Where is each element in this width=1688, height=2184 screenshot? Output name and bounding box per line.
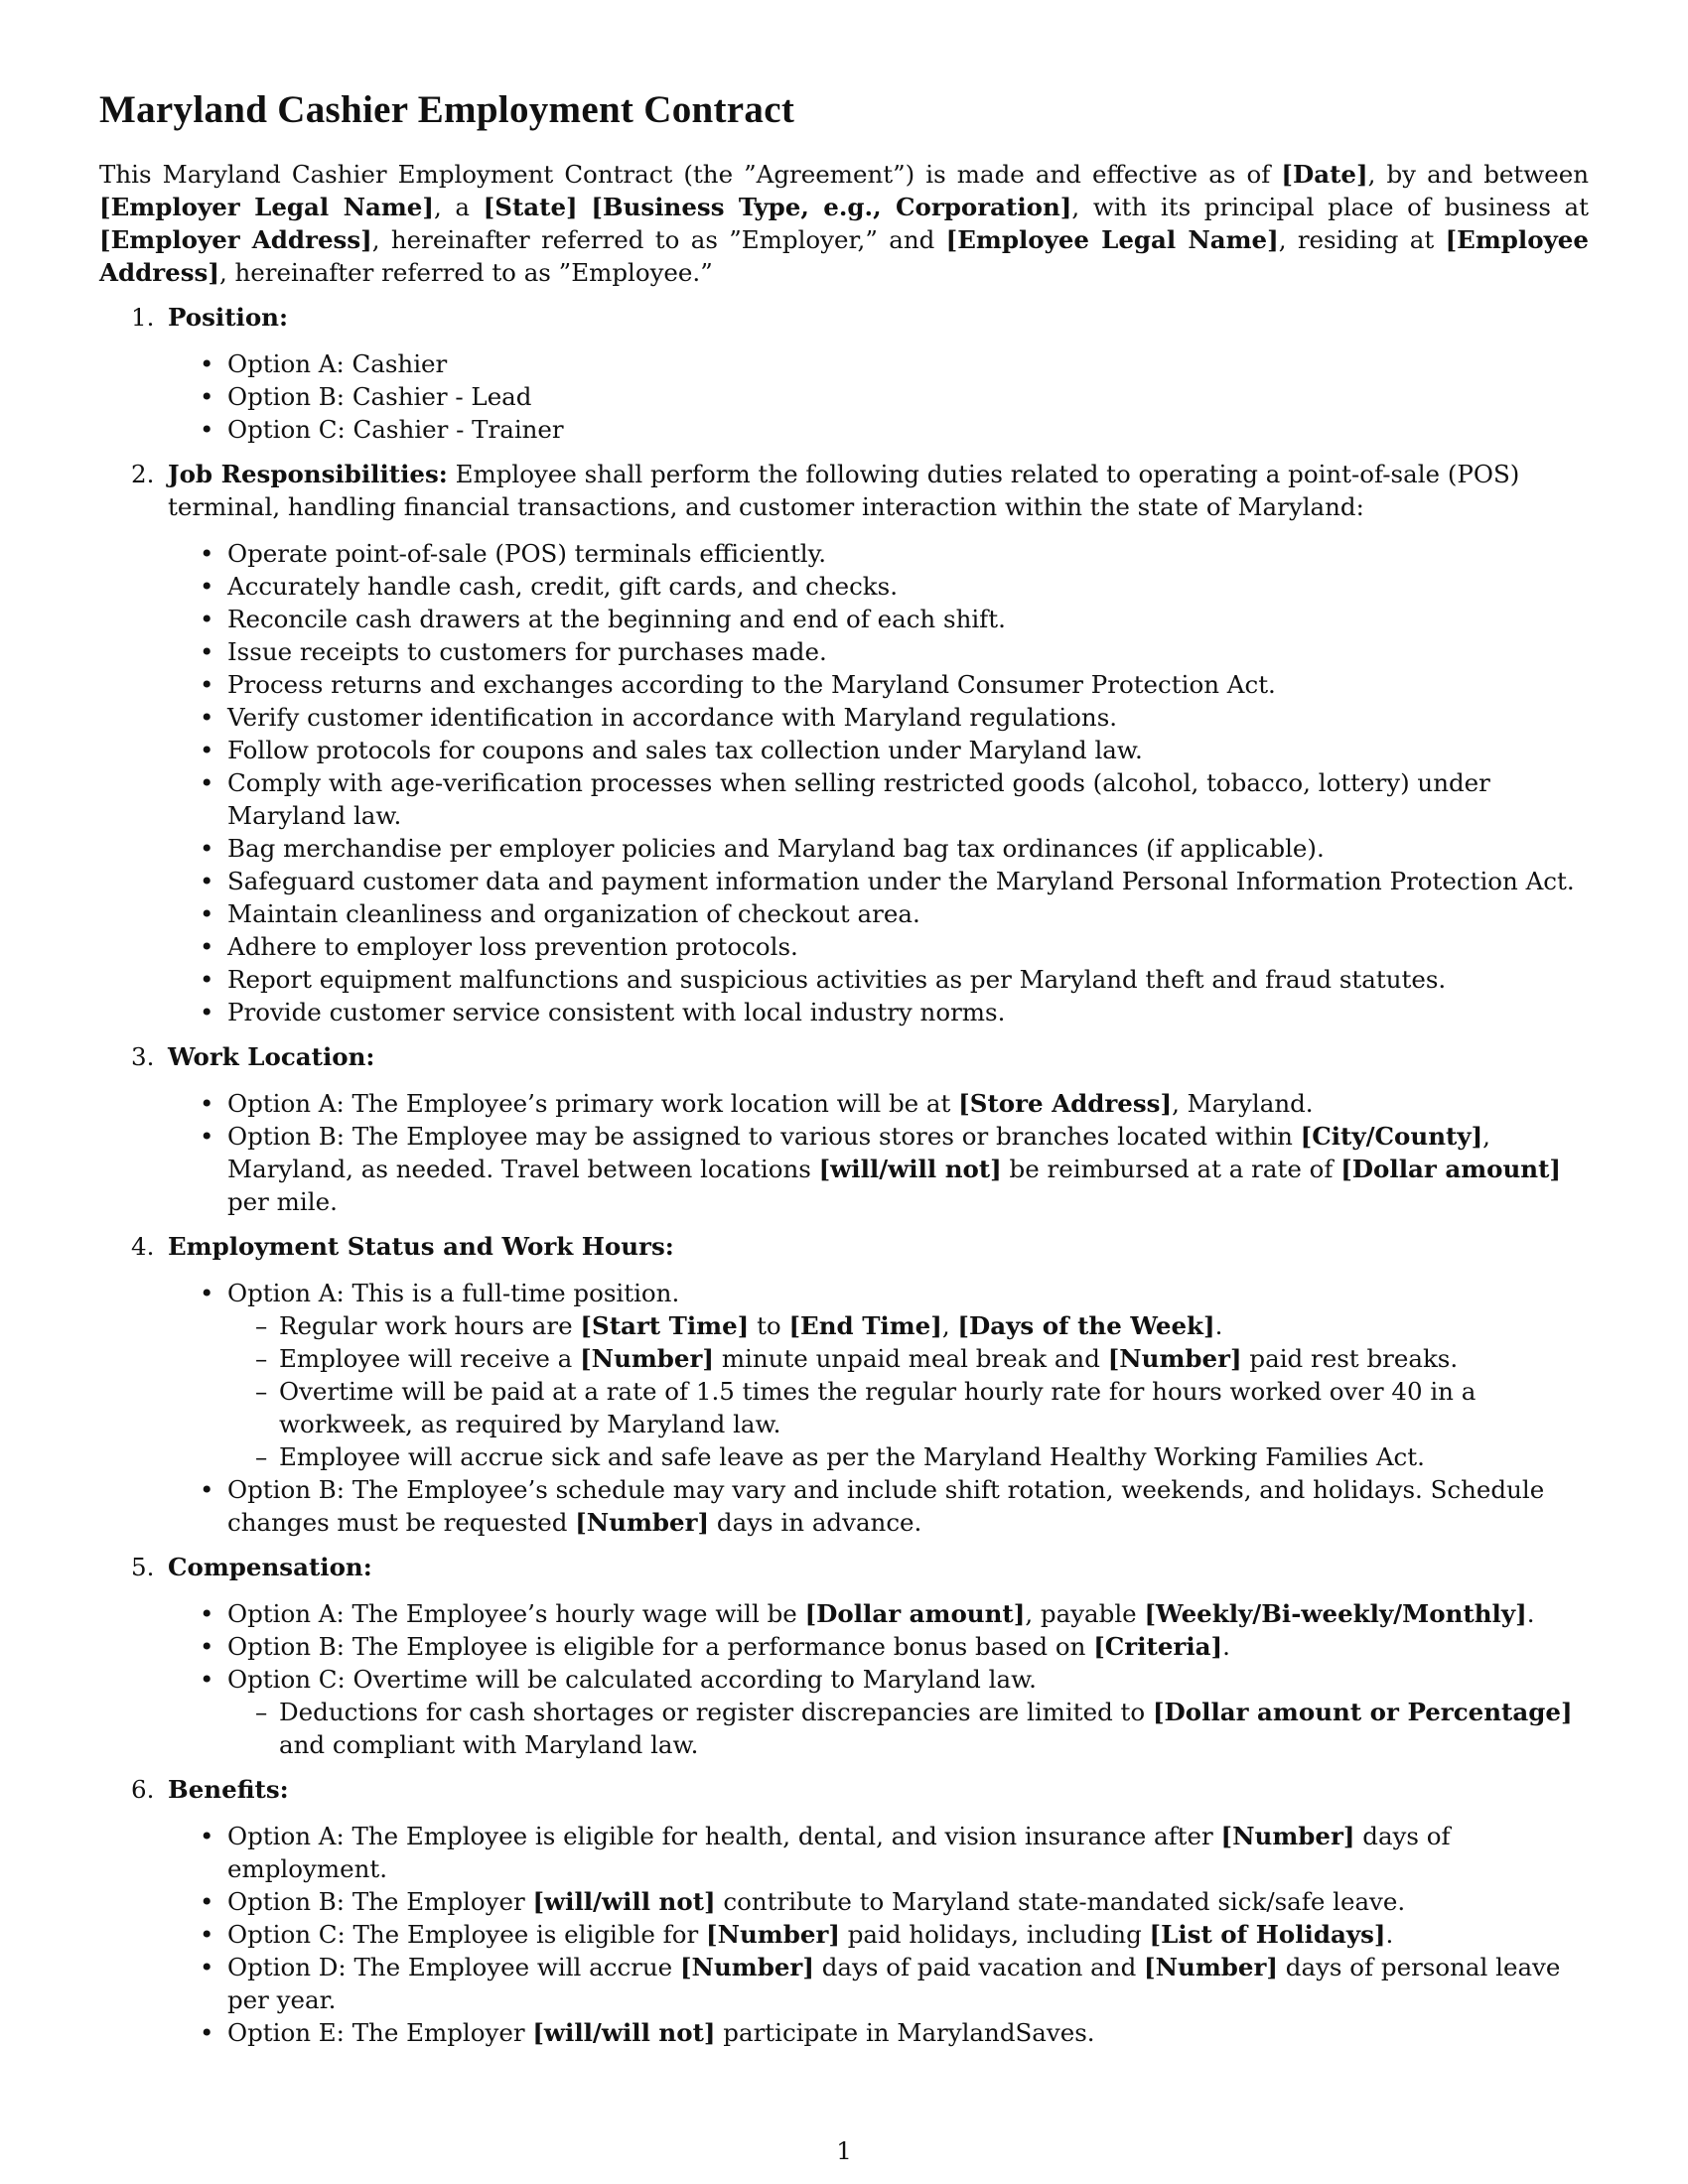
placeholder-field: [Number] — [575, 1508, 710, 1537]
placeholder-business-type: [Business Type, e.g., Corporation] — [591, 193, 1072, 221]
list-item: • Accurately handle cash, credit, gift cards, and checks. — [168, 570, 1589, 603]
option-text: days in advance. — [709, 1508, 922, 1537]
option-text: per mile. — [227, 1187, 338, 1216]
list-item: • Maintain cleanliness and organization of checkout area. — [168, 897, 1589, 930]
placeholder-employee-address: [Employee Address] — [99, 225, 1589, 287]
section-title: Benefits: — [168, 1775, 289, 1804]
section-number: 3. — [131, 1042, 155, 1071]
placeholder-field: [Store Address] — [958, 1089, 1173, 1118]
list-item: • Safeguard customer data and payment information under the Maryland Personal Information Protection Act. — [168, 865, 1589, 897]
sub-list-item: – Overtime will be paid at a rate of 1.5 times the regular hourly rate for hours worked over 40 in a workweek, as required by Maryland law. — [227, 1375, 1589, 1440]
placeholder-field: [Dollar amount or Percentage] — [1152, 1698, 1573, 1726]
page-number: 1 — [836, 2136, 852, 2165]
placeholder-employee-name: [Employee Legal Name] — [945, 225, 1279, 254]
section-employment-status — [99, 1230, 1589, 1539]
section-position — [99, 301, 1589, 446]
list-item — [168, 1630, 1589, 1663]
option-text: . — [1385, 1920, 1394, 1949]
list-item: • Process returns and exchanges according to the Maryland Consumer Protection Act. — [168, 668, 1589, 701]
placeholder-field: [Number] — [1144, 1953, 1278, 1981]
list-item — [168, 1120, 1589, 1218]
list-item — [168, 1277, 1589, 1473]
section-number: 2. — [131, 460, 155, 488]
contract-sections — [99, 301, 1589, 2049]
list-item — [168, 2016, 1589, 2049]
intro-text: , hereinafter referred to as ”Employer,” and — [371, 225, 946, 254]
option-text: Option B: The Employer — [227, 1887, 533, 1916]
list-item: • Follow protocols for coupons and sales tax collection under Maryland law. — [168, 734, 1589, 766]
option-text: Option A: This is a full-time position. — [227, 1279, 680, 1307]
compensation-options — [168, 1597, 1589, 1761]
intro-text: , residing at — [1278, 225, 1446, 254]
section-number: 6. — [131, 1775, 155, 1804]
option-text: participate in MarylandSaves. — [715, 2018, 1095, 2047]
intro-text: This Maryland Cashier Employment Contract (the ”Agreement”) is made and effective as of — [99, 160, 1282, 189]
placeholder-field: [Criteria] — [1093, 1632, 1223, 1661]
placeholder-field: [Number] — [1107, 1344, 1242, 1373]
placeholder-field: [End Time] — [788, 1311, 942, 1340]
placeholder-field: [Number] — [679, 1953, 814, 1981]
status-options — [168, 1277, 1589, 1539]
placeholder-field: [Number] — [1220, 1822, 1355, 1850]
option-text: . — [1214, 1311, 1223, 1340]
section-responsibilities — [99, 458, 1589, 1028]
option-text: . — [1222, 1632, 1230, 1661]
option-text: Option D: The Employee will accrue — [227, 1953, 680, 1981]
list-item: • Reconcile cash drawers at the beginning and end of each shift. — [168, 603, 1589, 635]
option-text: contribute to Maryland state-mandated sick/safe leave. — [715, 1887, 1406, 1916]
option-text: , Maryland. — [1172, 1089, 1314, 1118]
option-text: minute unpaid meal break and — [714, 1344, 1108, 1373]
sub-list — [227, 1696, 1589, 1761]
placeholder-field: [Dollar amount] — [1340, 1155, 1561, 1183]
position-options — [168, 347, 1589, 446]
document-page — [99, 87, 1589, 2061]
option-text: days of personal leave per year. — [227, 1953, 1561, 2014]
sub-list — [227, 1309, 1589, 1473]
section-number: 5. — [131, 1553, 155, 1581]
benefits-options — [168, 1820, 1589, 2049]
placeholder-state: [State] — [483, 193, 578, 221]
option-text: paid holidays, including — [839, 1920, 1150, 1949]
list-item: • Issue receipts to customers for purchases made. — [168, 635, 1589, 668]
option-text: . — [1526, 1599, 1535, 1628]
option-text: Option A: The Employee’s primary work location will be at — [227, 1089, 959, 1118]
list-item — [168, 1473, 1589, 1539]
placeholder-field: [will/will not] — [532, 1887, 716, 1916]
placeholder-field: [will/will not] — [532, 2018, 716, 2047]
option-text: , payable — [1025, 1599, 1145, 1628]
option-text: Regular work hours are — [279, 1311, 581, 1340]
list-item: • Bag merchandise per employer policies and Maryland bag tax ordinances (if applicable). — [168, 832, 1589, 865]
option-text: Option C: The Employee is eligible for — [227, 1920, 706, 1949]
placeholder-field: [List of Holidays] — [1149, 1920, 1386, 1949]
section-compensation — [99, 1551, 1589, 1761]
list-item — [168, 1663, 1589, 1761]
location-options — [168, 1087, 1589, 1218]
list-item — [168, 1087, 1589, 1120]
sub-list-item — [227, 1309, 1589, 1342]
list-item — [168, 1885, 1589, 1918]
intro-text: , with its principal place of business at — [1071, 193, 1589, 221]
option-text: Option B: The Employee may be assigned to various stores or branches located within — [227, 1122, 1301, 1151]
option-text: Deductions for cash shortages or register discrepancies are limited to — [279, 1698, 1153, 1726]
section-title: Job Responsibilities: — [168, 460, 448, 488]
placeholder-field: [will/will not] — [818, 1155, 1002, 1183]
list-item: • Option B: Cashier - Lead — [168, 380, 1589, 413]
intro-text: , by and between — [1367, 160, 1589, 189]
option-text: , — [941, 1311, 958, 1340]
document-title: Maryland Cashier Employment Contract — [99, 88, 795, 131]
option-text: and compliant with Maryland law. — [279, 1730, 699, 1759]
intro-paragraph — [99, 158, 1589, 289]
list-item — [168, 1951, 1589, 2016]
option-text: days of paid vacation and — [813, 1953, 1145, 1981]
placeholder-date: [Date] — [1281, 160, 1368, 189]
placeholder-employer-name: [Employer Legal Name] — [99, 193, 434, 221]
section-title: Employment Status and Work Hours: — [168, 1232, 674, 1261]
sub-list-item: – Employee will accrue sick and safe leave as per the Maryland Healthy Working Families Act. — [227, 1440, 1589, 1473]
section-work-location — [99, 1040, 1589, 1218]
intro-text: , hereinafter referred to as ”Employee.” — [218, 258, 713, 287]
option-text: days of employment. — [227, 1822, 1451, 1883]
placeholder-field: [Days of the Week] — [957, 1311, 1215, 1340]
placeholder-field: [Weekly/Bi-weekly/Monthly] — [1144, 1599, 1527, 1628]
intro-text — [578, 193, 592, 221]
option-text: , Maryland, as needed. Travel between locations — [227, 1122, 1490, 1183]
list-item — [168, 1918, 1589, 1951]
placeholder-field: [Dollar amount] — [804, 1599, 1026, 1628]
placeholder-field: [Number] — [706, 1920, 840, 1949]
option-text: paid rest breaks. — [1241, 1344, 1459, 1373]
section-number: 1. — [131, 303, 155, 332]
list-item: • Option C: Cashier - Trainer — [168, 413, 1589, 446]
option-text: be reimbursed at a rate of — [1001, 1155, 1341, 1183]
section-benefits — [99, 1773, 1589, 2049]
option-text: to — [749, 1311, 789, 1340]
placeholder-field: [Number] — [580, 1344, 715, 1373]
intro-text: , a — [433, 193, 484, 221]
option-text: Employee will receive a — [279, 1344, 581, 1373]
section-title: Work Location: — [168, 1042, 375, 1071]
list-item: • Option A: Cashier — [168, 347, 1589, 380]
list-item: • Comply with age-verification processes when selling restricted goods (alcohol, tobacco, lottery) under Maryland law. — [168, 766, 1589, 832]
option-text: Option A: The Employee’s hourly wage will be — [227, 1599, 805, 1628]
list-item — [168, 1597, 1589, 1630]
option-text: Option B: The Employee is eligible for a performance bonus based on — [227, 1632, 1094, 1661]
list-item: • Adhere to employer loss prevention protocols. — [168, 930, 1589, 963]
section-intro: Employee shall perform the following duties related to operating a point-of-sale (POS) terminal, handling financial transactions, and customer interaction within the state of Maryland: — [168, 460, 1520, 521]
placeholder-field: [Start Time] — [580, 1311, 750, 1340]
placeholder-field: [City/County] — [1300, 1122, 1483, 1151]
option-text: Option C: Overtime will be calculated according to Maryland law. — [227, 1665, 1037, 1694]
sub-list-item — [227, 1342, 1589, 1375]
placeholder-employer-address: [Employer Address] — [99, 225, 372, 254]
section-title: Position: — [168, 303, 289, 332]
section-number: 4. — [131, 1232, 155, 1261]
responsibilities-list — [168, 537, 1589, 1028]
option-text: Option B: The Employee’s schedule may vary and include shift rotation, weekends, and holidays. Schedule changes must be requested — [227, 1475, 1545, 1537]
option-text: Option E: The Employer — [227, 2018, 533, 2047]
section-title: Compensation: — [168, 1553, 372, 1581]
sub-list-item — [227, 1696, 1589, 1761]
list-item: • Report equipment malfunctions and suspicious activities as per Maryland theft and fraud statutes. — [168, 963, 1589, 996]
list-item: • Provide customer service consistent with local industry norms. — [168, 996, 1589, 1028]
list-item — [168, 1820, 1589, 1885]
list-item: • Verify customer identification in accordance with Maryland regulations. — [168, 701, 1589, 734]
list-item: • Operate point-of-sale (POS) terminals efficiently. — [168, 537, 1589, 570]
option-text: Option A: The Employee is eligible for health, dental, and vision insurance after — [227, 1822, 1221, 1850]
